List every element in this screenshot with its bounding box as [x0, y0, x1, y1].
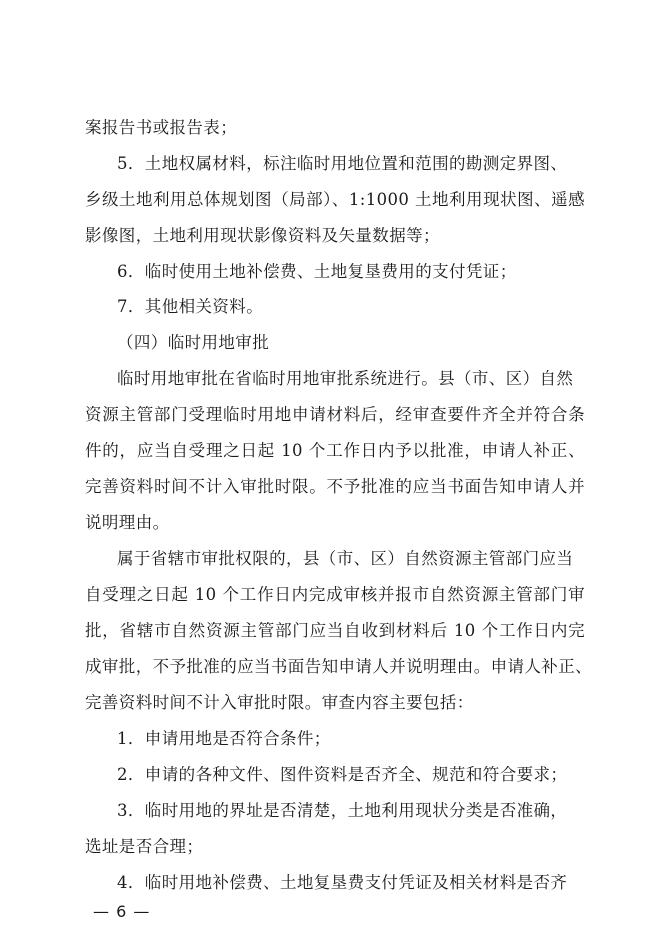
text-line-14: 自受理之日起 10 个工作日内完成审核并报市自然资源主管部门审 [85, 585, 585, 604]
text-line-15: 批，省辖市自然资源主管部门应当自收到材料后 10 个工作日内完 [85, 621, 585, 640]
text-line-8: 临时用地审批在省临时用地审批系统进行。县（市、区）自然 [117, 369, 574, 388]
text-line-4: 影像图，土地利用现状影像资料及矢量数据等； [85, 226, 440, 245]
text-line-11: 完善资料时间不计入审批时限。不予批准的应当书面告知申请人并 [85, 477, 585, 496]
text-line-18: 1．申请用地是否符合条件； [117, 729, 331, 748]
text-line-6: 7．其他相关资料。 [117, 297, 264, 316]
page-number: — 6 — [93, 902, 151, 921]
text-line-10: 件的，应当自受理之日起 10 个工作日内予以批准，申请人补正、 [85, 441, 585, 460]
text-line-16: 成审批，不予批准的应当书面告知申请人并说明理由。申请人补正、 [85, 657, 592, 676]
text-line-17: 完善资料时间不计入审批时限。审查内容主要包括： [85, 693, 474, 712]
text-line-21: 选址是否合理； [85, 837, 204, 856]
text-line-12: 说明理由。 [85, 513, 170, 532]
text-line-5: 6．临时使用土地补偿费、土地复垦费用的支付凭证； [117, 262, 517, 281]
section-heading: （四）临时用地审批 [117, 333, 270, 352]
text-line-19: 2．申请的各种文件、图件资料是否齐全、规范和符合要求； [117, 765, 568, 784]
text-line-20: 3．临时用地的界址是否清楚，土地利用现状分类是否准确， [117, 801, 568, 820]
text-line-13: 属于省辖市审批权限的，县（市、区）自然资源主管部门应当 [117, 549, 574, 568]
text-line-9: 资源主管部门受理临时用地申请材料后，经审查要件齐全并符合条 [85, 405, 585, 424]
text-line-1: 案报告书或报告表； [85, 118, 238, 137]
text-line-22: 4．临时用地补偿费、土地复垦费支付凭证及相关材料是否齐 [117, 873, 568, 892]
text-line-3: 乡级土地利用总体规划图（局部）、1:1000 土地利用现状图、遥感 [85, 190, 585, 209]
text-line-2: 5．土地权属材料，标注临时用地位置和范围的勘测定界图、 [117, 154, 568, 173]
